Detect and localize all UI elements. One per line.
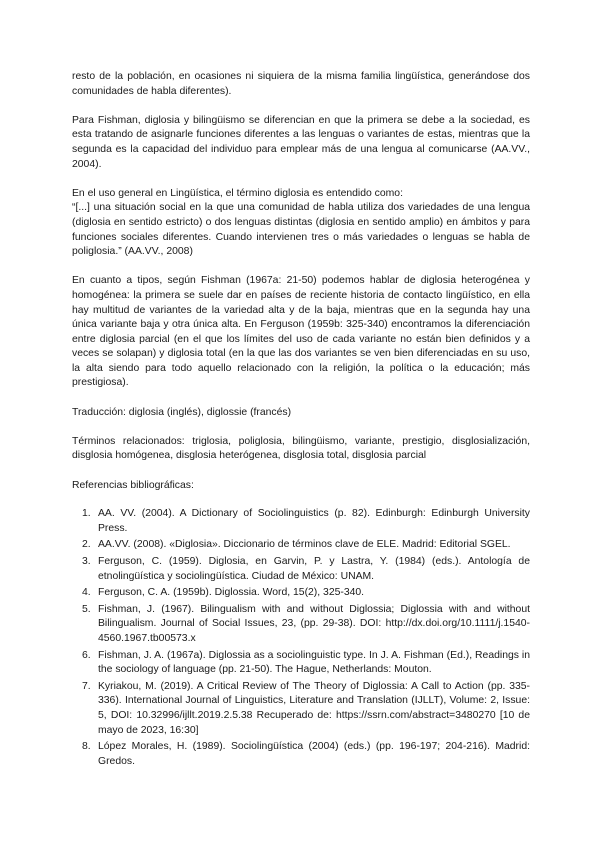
reference-item: 1. AA. VV. (2004). A Dictionary of Sociolinguistics (p. 82). Edinburgh: Edinburgh University Press. (82, 508, 530, 534)
paragraph-general-use-intro: En el uso general en Lingüística, el término diglosia es entendido como: (72, 187, 403, 199)
references-list (72, 507, 530, 769)
paragraph-population: resto de la población, en ocasiones ni siquiera de la misma familia lingüística, generándose dos comunidades de habla diferentes). (72, 71, 530, 97)
related-terms: Términos relacionados: triglosia, poliglosia, bilingüismo, variante, prestigio, disglosialización, disglosia homógenea, disglosia heterógenea, disglosia total, disglosia parcial (72, 435, 530, 462)
paragraph-types: En cuanto a tipos, según Fishman (1967a: 21-50) podemos hablar de diglosia heterogénea y homogénea: la primera se suele dar en países de reciente historia de contacto lingüístico, en ella hay multitud de variantes de la variedad alta y de la baja, mientras que en la segunda hay una única variante baja y otra única alta. En Ferguson (1959b: 325-340) encontramos la diferenciación entre diglosia parcial (en el que los límites del uso de cada variante no están bien definidos y a veces se solapan) y diglosia total (en la que las dos variantes se ven bien diferenciadas en su uso, la alta siendo para todo aquello relacionado con la religión, la política o la educación; más prestigiosa). (72, 275, 530, 389)
reference-item: 6. Fishman, J. A. (1967a). Diglossia as a sociolinguistic type. In J. A. Fishman (Ed.), Readings in the sociology of language (pp. 21-50). The Hague, Netherlands: Mouton. (82, 649, 530, 676)
translation-line: Traducción: diglosia (inglés), diglossie (francés) (72, 406, 292, 418)
reference-item: 2. AA.VV. (2008). «Diglosia». Diccionario de términos clave de ELE. Madrid: Editorial SGEL. (82, 539, 511, 551)
reference-item: 8. López Morales, H. (1989). Sociolingüística (2004) (eds.) (pp. 196-197; 204-216). Madrid: Gredos. (82, 741, 530, 767)
reference-item: 4. Ferguson, C. A. (1959b). Diglossia. Word, 15(2), 325-340. (82, 587, 365, 599)
reference-item: 5. Fishman, J. (1967). Bilingualism with and without Diglossia; Diglossia with and without Bilingualism. Journal of Social Issues, 23, (pp. 29-38). DOI: http://dx.doi.org/10.1111/j.1540-4560.1967.tb00573.x (82, 603, 530, 644)
references-heading: Referencias bibliográficas: (72, 479, 194, 491)
document-body (72, 70, 530, 771)
paragraph-definition-quote: “[...] una situación social en la que una comunidad de habla utiliza dos variedades de una lengua (diglosia en sentido estricto) o dos lenguas distintas (diglosia en sentido amplio) en ámbitos y para funciones sociales diferentes. Cuando intervienen tres o más variedades o lenguas se habla de poliglosia.” (AA.VV., 2008) (72, 202, 530, 258)
reference-item: 7. Kyriakou, M. (2019). A Critical Review of The Theory of Diglossia: A Call to Action (pp. 335-336). International Journal of Linguistics, Literature and Translation (IJLLT), Volume: 2, Issue: 5, DOI: 10.32996/ijllt.2019.2.5.38 Recuperado de: https://ssrn.com/abstract=3480270 [10 de mayo de 2023, 16:30] (82, 680, 530, 736)
reference-item: 3. Ferguson, C. (1959). Diglosia, en Garvin, P. y Lastra, Y. (1984) (eds.). Antología de etnolingüística y sociolingüística. Ciudad de México: UNAM. (82, 556, 530, 582)
paragraph-fishman-bilingualism: Para Fishman, diglosia y bilingüismo se diferencian en que la primera se debe a la sociedad, es esta tratando de asignarle funciones diferentes a las lenguas o variantes de estas, mientras que la segunda es la capacidad del individuo para emplear más de una lengua al comunicarse (AA.VV., 2004). (72, 114, 530, 170)
